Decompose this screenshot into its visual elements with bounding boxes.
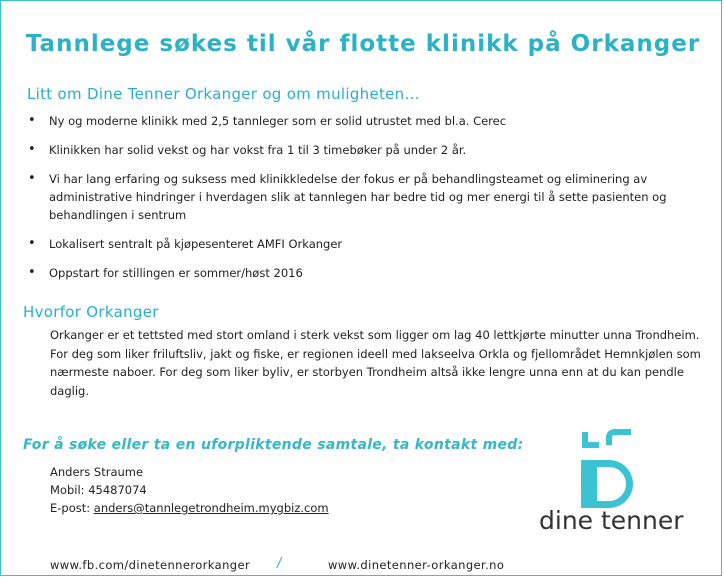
list-item: • Lokalisert sentralt på kjøpesenteret AMFI Orkanger [25, 235, 713, 253]
list-item: • Ny og moderne klinikk med 2,5 tannleger som er solid utrustet med bl.a. Cerec [25, 112, 713, 130]
intro-heading: Litt om Dine Tenner Orkanger og om muligheten... [27, 85, 420, 103]
email-label: E-post: [50, 501, 91, 515]
website-link[interactable]: www.dinetenner-orkanger.no [328, 558, 505, 572]
contact-heading: For å søke eller ta en uforpliktende samtale, ta kontakt med: [23, 437, 524, 453]
contact-block [50, 463, 329, 517]
email-link[interactable]: anders@tannlegetrondheim.mygbiz.com [93, 501, 329, 515]
list-item: • Oppstart for stillingen er sommer/høst 2016 [25, 264, 713, 282]
facebook-link[interactable]: www.fb.com/dinetennerorkanger [50, 558, 251, 572]
page-title: Tannlege søkes til vår flotte klinikk på Orkanger [25, 31, 701, 57]
intro-bullet-list [25, 112, 713, 293]
footer-separator: / [277, 556, 282, 571]
phone-number: 45487074 [88, 483, 147, 497]
list-item: • Vi har lang erfaring og suksess med klinikkledelse der fokus er på behandlingsteamet og eliminering av administrative hindringer i hverdagen slik at tannlegen har bedre tid og mer energi til å sette pasienten og behandlingen i sentrum [25, 170, 713, 224]
why-paragraph: Orkanger er et tettsted med stort omland i sterk vekst som ligger om lag 40 lettkjørte minutter unna Trondheim. For deg som liker friluftsliv, jakt og fiske, er regionen ideell med lakseelva Orkla og fjellområdet Hemnkjølen som nærmeste naboer. For deg som liker byliv, er storbyen Trondheim altså ikke lengre unna enn at du kan pendle daglig. [50, 328, 701, 398]
phone-label: Mobil: [50, 483, 85, 497]
contact-name: Anders Straume [50, 465, 144, 479]
why-heading: Hvorfor Orkanger [23, 303, 159, 321]
list-item: • Klinikken har solid vekst og har vokst fra 1 til 3 timebøker på under 2 år. [25, 141, 713, 159]
contact-phone-row [50, 481, 329, 499]
contact-email-row [50, 499, 329, 517]
logo-text: dine tenner [539, 506, 684, 535]
